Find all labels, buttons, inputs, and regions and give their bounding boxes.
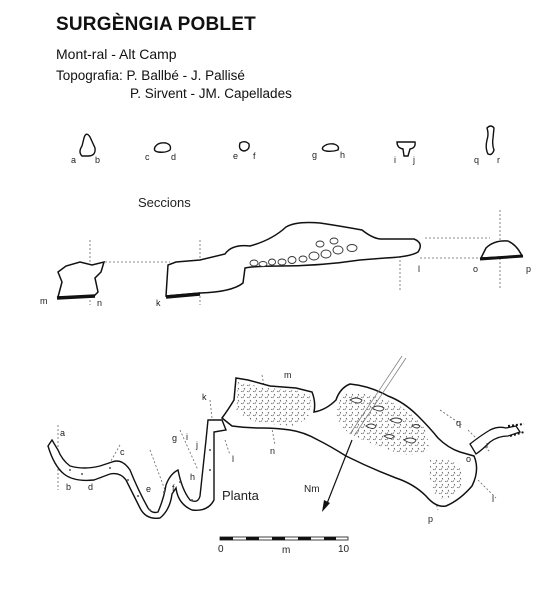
plan-label-k: k xyxy=(202,392,207,402)
scale-end-label: 10 xyxy=(338,544,350,555)
scale-unit-label: m xyxy=(282,545,291,556)
plan-label-f: f xyxy=(172,483,175,493)
profile-label-m: m xyxy=(40,296,48,306)
profile-label-n: n xyxy=(97,298,103,308)
section-label-r: r xyxy=(497,155,500,165)
plan-label-l-east: l xyxy=(492,494,494,504)
survey-title: SURGÈNGIA POBLET xyxy=(56,14,256,35)
plan-label-q: q xyxy=(456,418,462,428)
cross-section-qr xyxy=(474,126,500,165)
plan-label-a: a xyxy=(60,428,66,438)
plan-view xyxy=(48,356,524,524)
plan-label-l: l xyxy=(232,454,234,464)
plan-label-c: c xyxy=(120,447,125,457)
plan-label-e: e xyxy=(146,484,152,494)
profile-label-o: o xyxy=(473,264,479,274)
profile-segment-mn xyxy=(58,262,104,297)
plan-label-p: p xyxy=(428,514,434,524)
north-arrow-label: Nm xyxy=(304,484,320,495)
section-label-b: b xyxy=(95,155,101,165)
section-label-c: c xyxy=(145,152,150,162)
cross-section-gh xyxy=(312,144,345,160)
plan-label-b: b xyxy=(66,482,72,492)
topography-credits-line-2: P. Sirvent - JM. Capellades xyxy=(130,86,292,101)
plan-label-r: r xyxy=(486,440,489,450)
profile-title: Seccions xyxy=(138,195,191,210)
section-label-e: e xyxy=(233,151,239,161)
profile-label-l: l xyxy=(418,264,420,274)
plan-label-n: n xyxy=(270,446,276,456)
plan-label-j: j xyxy=(196,440,198,450)
plan-label-d: d xyxy=(88,482,94,492)
section-label-q: q xyxy=(474,155,480,165)
plan-label-o: o xyxy=(466,454,472,464)
plan-label-i: i xyxy=(186,432,188,442)
section-label-h: h xyxy=(340,150,346,160)
section-label-j: j xyxy=(413,155,415,165)
cross-sections xyxy=(71,126,500,165)
profile-label-p: p xyxy=(526,264,532,274)
scale-start-label: 0 xyxy=(218,544,224,555)
profile-label-k: k xyxy=(156,298,161,308)
plan-label-h: h xyxy=(190,472,196,482)
topography-credits-line-1: Topografia: P. Ballbé - J. Pallisé xyxy=(56,68,245,83)
plan-title: Planta xyxy=(222,488,259,503)
section-label-g: g xyxy=(312,150,318,160)
longitudinal-profile xyxy=(40,210,531,308)
scale-bar xyxy=(218,537,350,556)
cross-section-ef xyxy=(233,142,256,161)
cross-section-ab xyxy=(71,134,100,165)
plan-label-m: m xyxy=(284,370,292,380)
plan-label-g: g xyxy=(172,433,178,443)
location-text: Mont-ral - Alt Camp xyxy=(56,46,177,62)
section-label-f: f xyxy=(253,151,256,161)
cross-section-ij xyxy=(394,142,415,165)
cross-section-cd xyxy=(145,143,176,162)
plan-west-passage xyxy=(48,420,226,518)
section-label-i: i xyxy=(394,155,396,165)
section-label-a: a xyxy=(71,155,77,165)
plan-east-passage xyxy=(470,426,520,454)
section-label-d: d xyxy=(171,152,177,162)
